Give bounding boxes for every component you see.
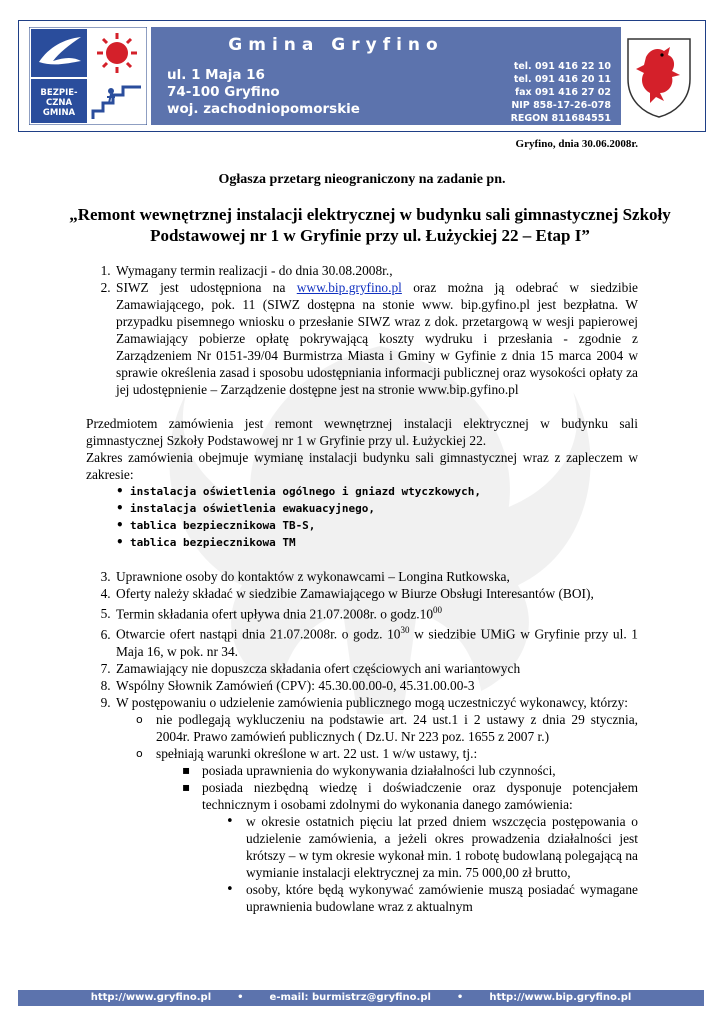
- condition-item: ▪ posiada niezbędną wiedzę i doświadczenie oraz dysponuje potencjałem technicznym i osobami zdolnymi do wykonania danego zamówienia: • w okresie ostatnich pięciu lat przed dniem wszczęcia postępowania o udzielenie zamówienia, a jeżeli okres prowadzenia działalności jest krótszy – w tym okresie wykonał min. 1 robotę budowlaną polegającą na wymianie instalacji elektrycznej za min. 75 000,00 zł brutto, • osoby, które będą wykonywać zamówienie muszą posiadać wymagane uprawnienia budowlane wraz z aktualnym: [182, 779, 638, 915]
- tender-title: „Remont wewnętrznej instalacji elektrycznej w budynku sali gimnastycznej Szkoły Podstawowej nr 1 w Gryfinie przy ul. Łużyckiej 22 – Etap I”: [69, 205, 671, 245]
- scope-paragraph: Zakres zamówienia obejmuje wymianę instalacji budynku sali gimnastycznej wraz z zapleczem w zakresie:: [86, 450, 638, 482]
- experience-list: [202, 813, 638, 915]
- contact-phone-1: tel. 091 416 22 10: [513, 61, 611, 72]
- address-block: [167, 67, 360, 118]
- footer-bar: [18, 990, 704, 1006]
- document-date: Gryfino, dnia 30.06.2008r.: [515, 138, 638, 150]
- footer-email-link[interactable]: e-mail: burmistrz@gryfino.pl: [269, 992, 431, 1003]
- svg-text:BEZPIE-: BEZPIE-: [40, 88, 78, 98]
- requirement-item: o nie podlegają wykluczeniu na podstawie art. 24 ust.1 i 2 ustawy z dnia 29 stycznia, 2004r. Prawo zamówień publicznych ( Dz.U. Nr 223 poz. 1655 z 2007 r.): [136, 711, 638, 745]
- footer-bip-link[interactable]: http://www.bip.gryfino.pl: [489, 992, 632, 1003]
- list-item: 6. Otwarcie ofert nastąpi dnia 21.07.2008r. o godz. $10^{30}$ w siedzibie UMiG w Gryfinie przy ul. 1 Maja 16, w pok. nr 34.: [114, 622, 638, 659]
- address-street: ul. 1 Maja 16: [167, 67, 265, 83]
- letterhead: [18, 20, 706, 132]
- scope-item: • instalacja oświetlenia ogólnego i gniazd wtyczkowych,: [116, 483, 638, 500]
- address-region: woj. zachodniopomorskie: [167, 101, 360, 117]
- letterhead-band: [151, 27, 621, 125]
- list-item: 9. W postępowaniu o udzielenie zamówienia publicznego mogą uczestniczyć wykonawcy, którzy: o nie podlegają wykluczeniu na podstawie art. 24 ust.1 i 2 ustawy z dnia 29 stycznia, 2004r. Prawo zamówień publicznych ( Dz.U. Nr 223 poz. 1655 z 2007 r.) o spełniają warunki określone w art. 22 ust. 1 w/w ustawy, tj.: ▪ posiada uprawnienia do wykonywania działalności lub czynności, ▪ posiada niezbędną wiedzę i doświadczenie oraz dysponuje potencjałem technicznym i osobami zdolnymi do wykonania danego zamówienia: • w okresie ostatnich pięciu lat przed dniem wszczęcia postępowania o udzielenie zamówienia, a jeżeli okres prowadzenia działalności jest krótszy – w tym okresie wykonał min. 1 robotę budowlaną polegającą na wymianie instalacji elektrycznej za min. 75 000,00 zł brutto, • osoby, które będą wykonywać zamówienie muszą posiadać wymagane uprawnienia budowlane wraz z aktualnym: [114, 694, 638, 915]
- commune-title: Gmina Gryfino: [228, 35, 444, 55]
- footer-website-link[interactable]: http://www.gryfino.pl: [90, 992, 212, 1003]
- svg-text:CZNA: CZNA: [45, 98, 73, 108]
- contact-block: [471, 60, 611, 125]
- scope-item: • tablica bezpiecznikowa TM: [116, 534, 638, 551]
- address-city: 74-100 Gryfino: [167, 84, 280, 100]
- bip-link[interactable]: www.bip.gryfino.pl: [296, 280, 402, 295]
- griffin-crest-icon: [624, 35, 694, 119]
- contact-phone-2: tel. 091 416 20 11: [513, 74, 611, 85]
- scope-list: [86, 483, 638, 551]
- scope-item: • tablica bezpiecznikowa TB-S,: [116, 517, 638, 534]
- conditions-sublist: [156, 762, 638, 915]
- subject-paragraph: Przedmiotem zamówienia jest remont wewnętrznej instalacji elektrycznej w budynku sali gimnastycznej Szkoły Podstawowej nr 1 w Gryfinie przy ul. Łużyckiej 22.: [86, 416, 638, 448]
- condition-item: ▪ posiada uprawnienia do wykonywania działalności lub czynności,: [182, 762, 638, 779]
- requirements-list: [116, 711, 638, 915]
- list-item: 5. Termin składania ofert upływa dnia 21.07.2008r. o $godz.10^{00}$: [114, 602, 638, 622]
- list-item: 7. Zamawiający nie dopuszcza składania ofert częściowych ani wariantowych: [114, 660, 638, 677]
- announcement: Ogłasza przetarg nieograniczony na zadanie pn.: [218, 172, 506, 187]
- list-item: 8. Wspólny Słownik Zamówień (CPV): 45.30.00.00-0, 45.31.00.00-3: [114, 677, 638, 694]
- scope-item: • instalacja oświetlenia ewakuacyjnego,: [116, 500, 638, 517]
- contact-nip: NIP 858-17-26-078: [511, 100, 611, 111]
- requirement-item: o spełniają warunki określone w art. 22 ust. 1 w/w ustawy, tj.: ▪ posiada uprawnienia do wykonywania działalności lub czynności, ▪ posiada niezbędną wiedzę i doświadczenie oraz dysponuje potencjałem technicznym i osobami zdolnymi do wykonania danego zamówienia: • w okresie ostatnich pięciu lat przed dniem wszczęcia postępowania o udzielenie zamówienia, a jeżeli okres prowadzenia działalności jest krótszy – w tym okresie wykonał min. 1 robotę budowlaną polegającą na wymianie instalacji elektrycznej za min. 75 000,00 zł brutto, • osoby, które będą wykonywać zamówienie muszą posiadać wymagane uprawnienia budowlane wraz z aktualnym: [136, 745, 638, 915]
- safe-commune-logo-icon: [29, 27, 147, 125]
- list-item: 4. Oferty należy składać w siedzibie Zamawiającego w Biurze Obsługi Interesantów (BOI),: [114, 585, 638, 602]
- svg-text:GMINA: GMINA: [42, 108, 76, 118]
- list-item: 3. Uprawnione osoby do kontaktów z wykonawcami – Longina Rutkowska,: [114, 568, 638, 585]
- list-item: 2. SIWZ jest udostępniona na www.bip.gryfino.pl oraz można ją odebrać w siedzibie Zamawiającego, pok. 11 (SIWZ dostępna na stonie www. bip.gyfino.pl jest bezpłatna. W przypadku pisemnego wniosku o przesłanie SIWZ wraz z dok. przetargową w wesji papierowej Zamawiający pobierze opłatę pokrywającą koszty wydruku i przesłania - zgodnie z Zarządzeniem Nr 0151-39/04 Burmistrza Miasta i Gminy w Gyfinie z dnia 15 marca 2004 w sprawie określenia zasad i sposobu udostępniania informacji publicznej oraz wysokości opłaty za jej udostępnienie – Zarządzenie dostępne jest na stronie www.bip.gyfino.pl: [114, 279, 638, 398]
- list-item: 1. Wymagany termin realizacji - do dnia 30.08.2008r.,: [114, 262, 638, 279]
- contact-regon: REGON 811684551: [510, 113, 611, 124]
- experience-item: • osoby, które będą wykonywać zamówienie muszą posiadać wymagane uprawnienia budowlane wraz z aktualnym: [226, 881, 638, 915]
- conditions-list-1: [86, 262, 638, 398]
- experience-item: • w okresie ostatnich pięciu lat przed dniem wszczęcia postępowania o udzielenie zamówienia, a jeżeli okres prowadzenia działalności jest krótszy – w tym okresie wykonał min. 1 robotę budowlaną polegającą na wymianie instalacji elektrycznej za min. 75 000,00 zł brutto,: [226, 813, 638, 881]
- conditions-list-2: [86, 568, 638, 915]
- footer-separator: •: [456, 992, 464, 1003]
- contact-fax: fax 091 416 27 02: [514, 87, 611, 98]
- document-body: [86, 262, 638, 915]
- footer-separator: •: [237, 992, 244, 1003]
